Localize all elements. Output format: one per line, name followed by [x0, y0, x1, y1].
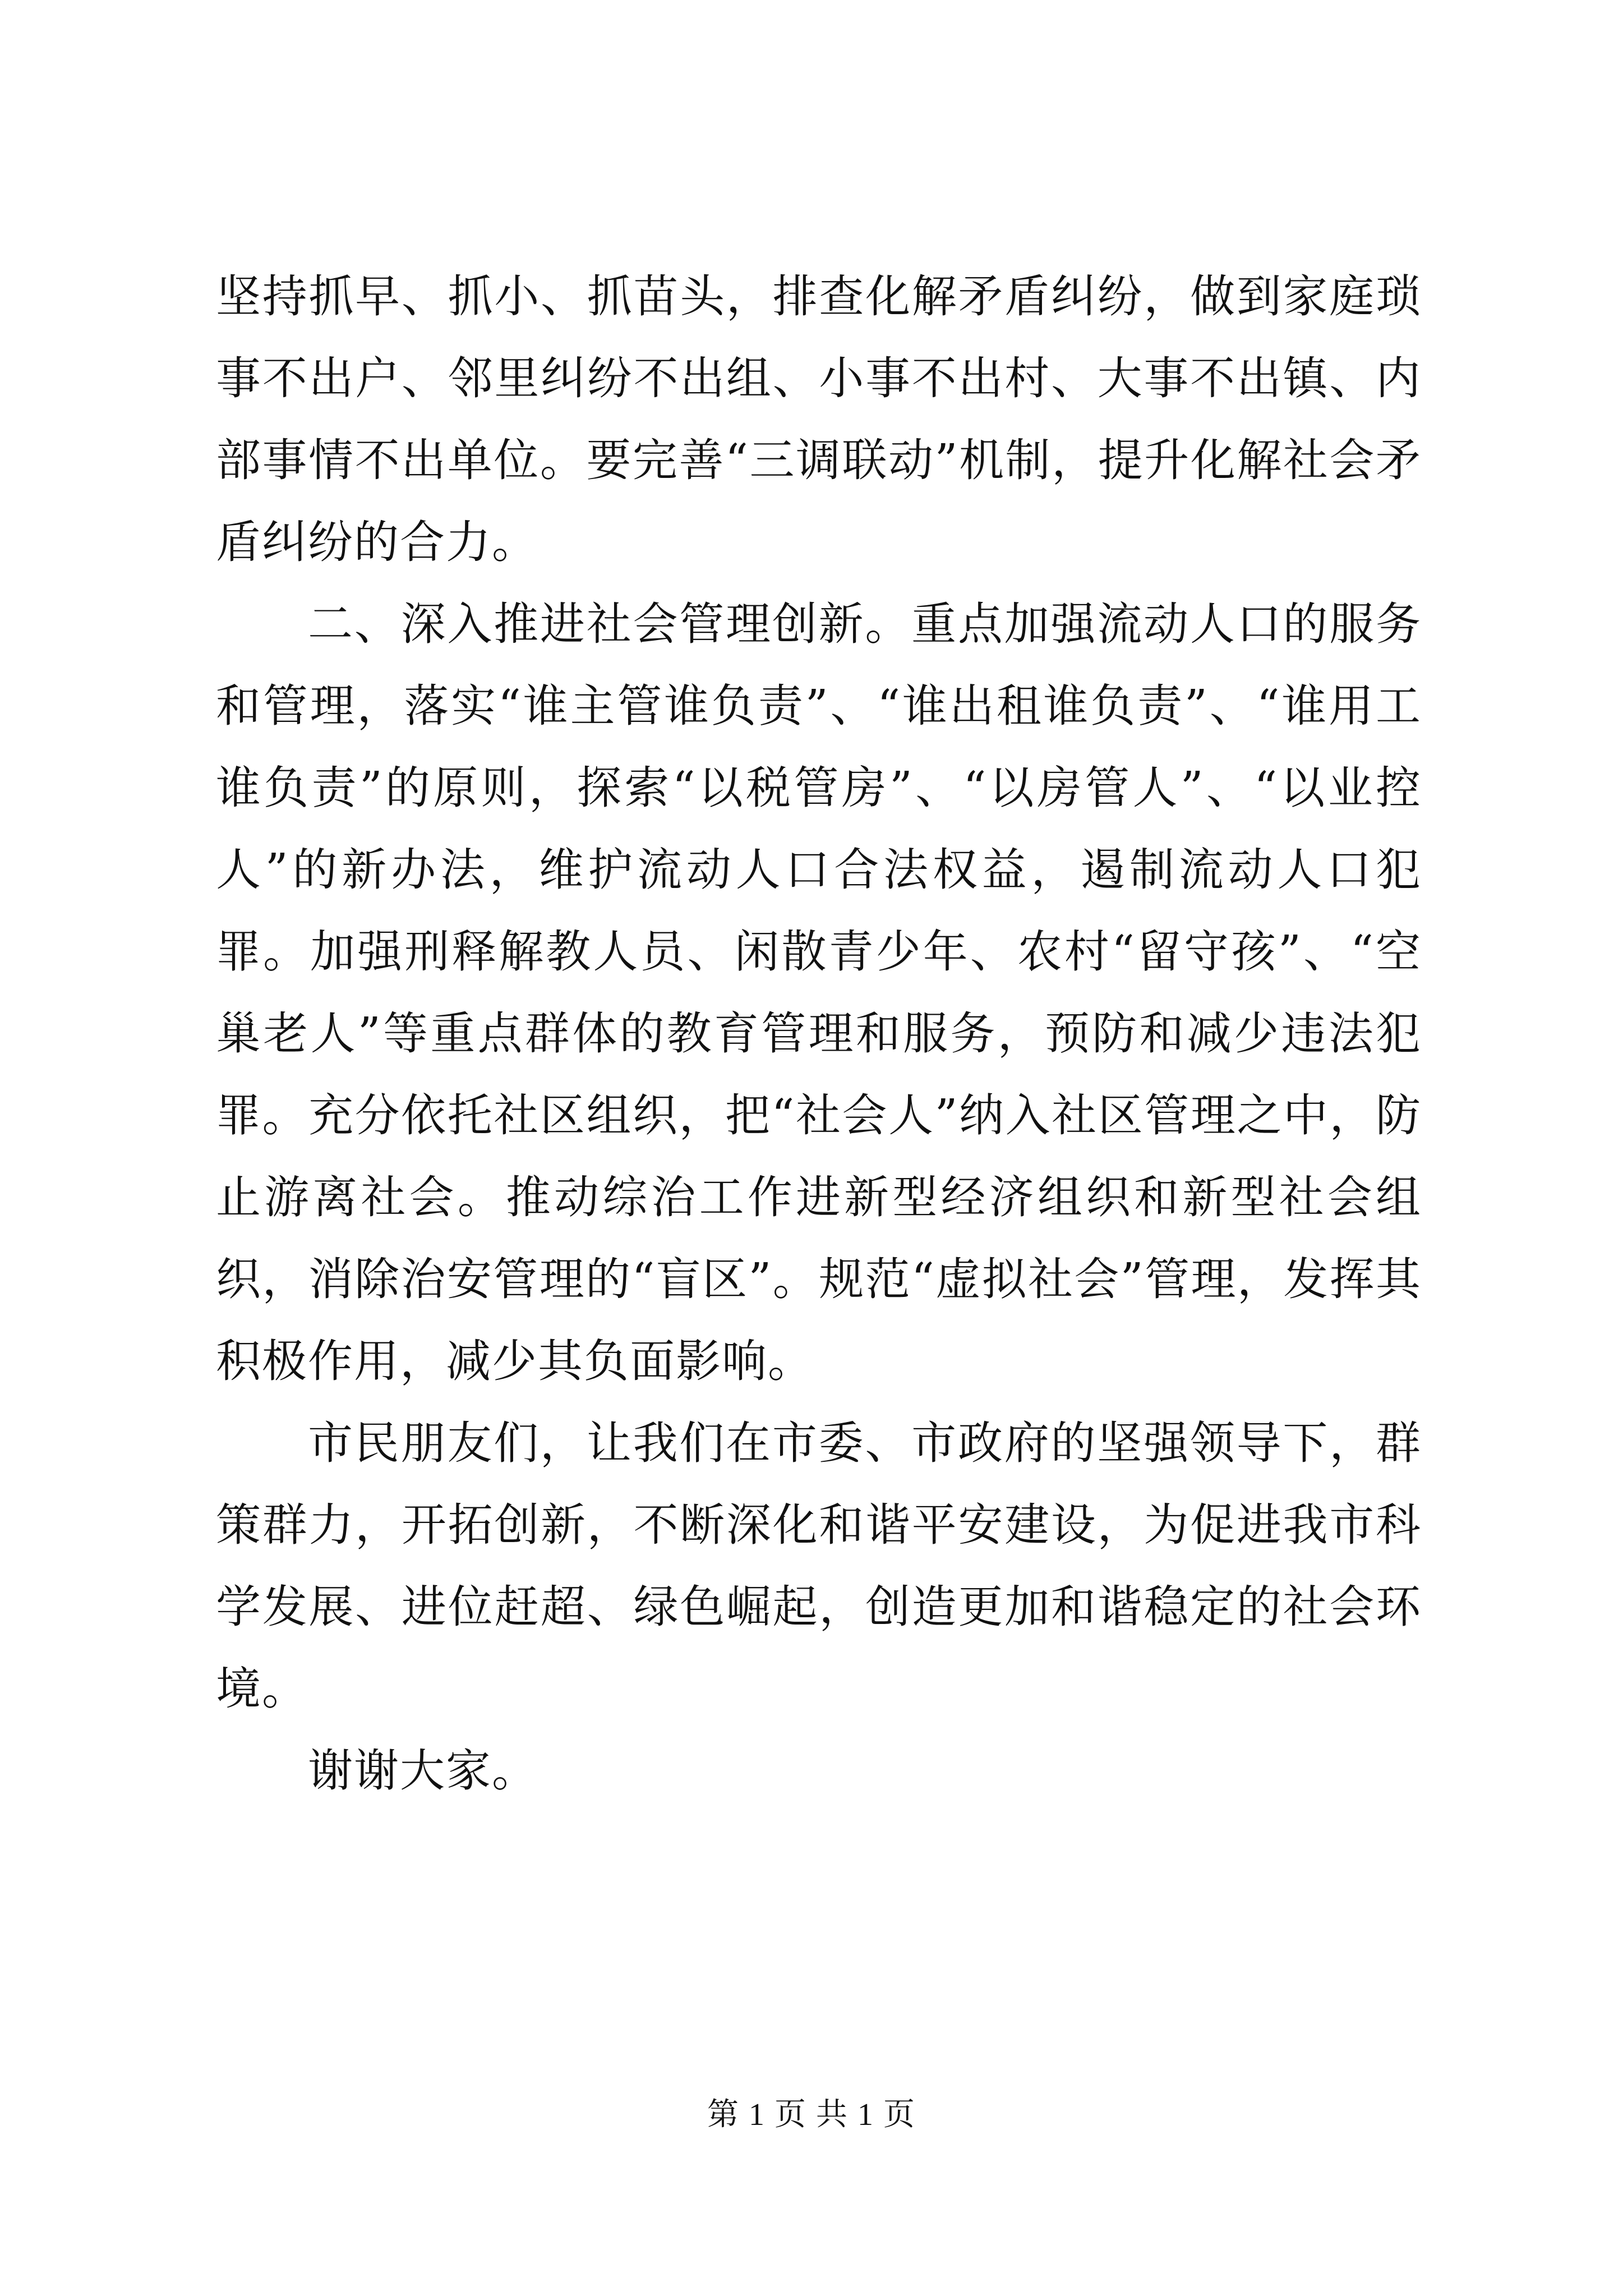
page-footer: 第 1 页 共 1 页: [707, 2097, 916, 2132]
paragraph-thanks: 谢谢大家。: [308, 1745, 538, 1797]
paragraph-social-management: 二、深入推进社会管理创新。重点加强流动人口的服务和管理，落实“谁主管谁负责”、“谁出租谁负责”、“谁用工谁负责”的原则，探索“以税管房”、“以房管人”、“以业控人”的新办法，维护流动人口合法权益，遏制流动人口犯罪。加强刑释解教人员、闲散青少年、农村“留守孩”、“空巢老人”等重点群体的教育管理和服务，预防和减少违法犯罪。充分依托社区组织，把“社会人”纳入社区管理之中，防止游离社会。推动综治工作进新型经济组织和新型社会组织，消除治安管理的“盲区”。规范“虚拟社会”管理，发挥其积极作用，减少其负面影响。: [216, 598, 1422, 1387]
document-body: [216, 256, 1422, 1812]
paragraph-closing-appeal: 市民朋友们，让我们在市委、市政府的坚强领导下，群策群力，开拓创新，不断深化和谐平安建设，为促进我市科学发展、进位赶超、绿色崛起，创造更加和谐稳定的社会环境。: [216, 1417, 1422, 1715]
paragraph-continuation: 坚持抓早、抓小、抓苗头，排查化解矛盾纠纷，做到家庭琐事不出户、邻里纠纷不出组、小事不出村、大事不出镇、内部事情不出单位。要完善“三调联动”机制，提升化解社会矛盾纠纷的合力。: [216, 270, 1422, 568]
